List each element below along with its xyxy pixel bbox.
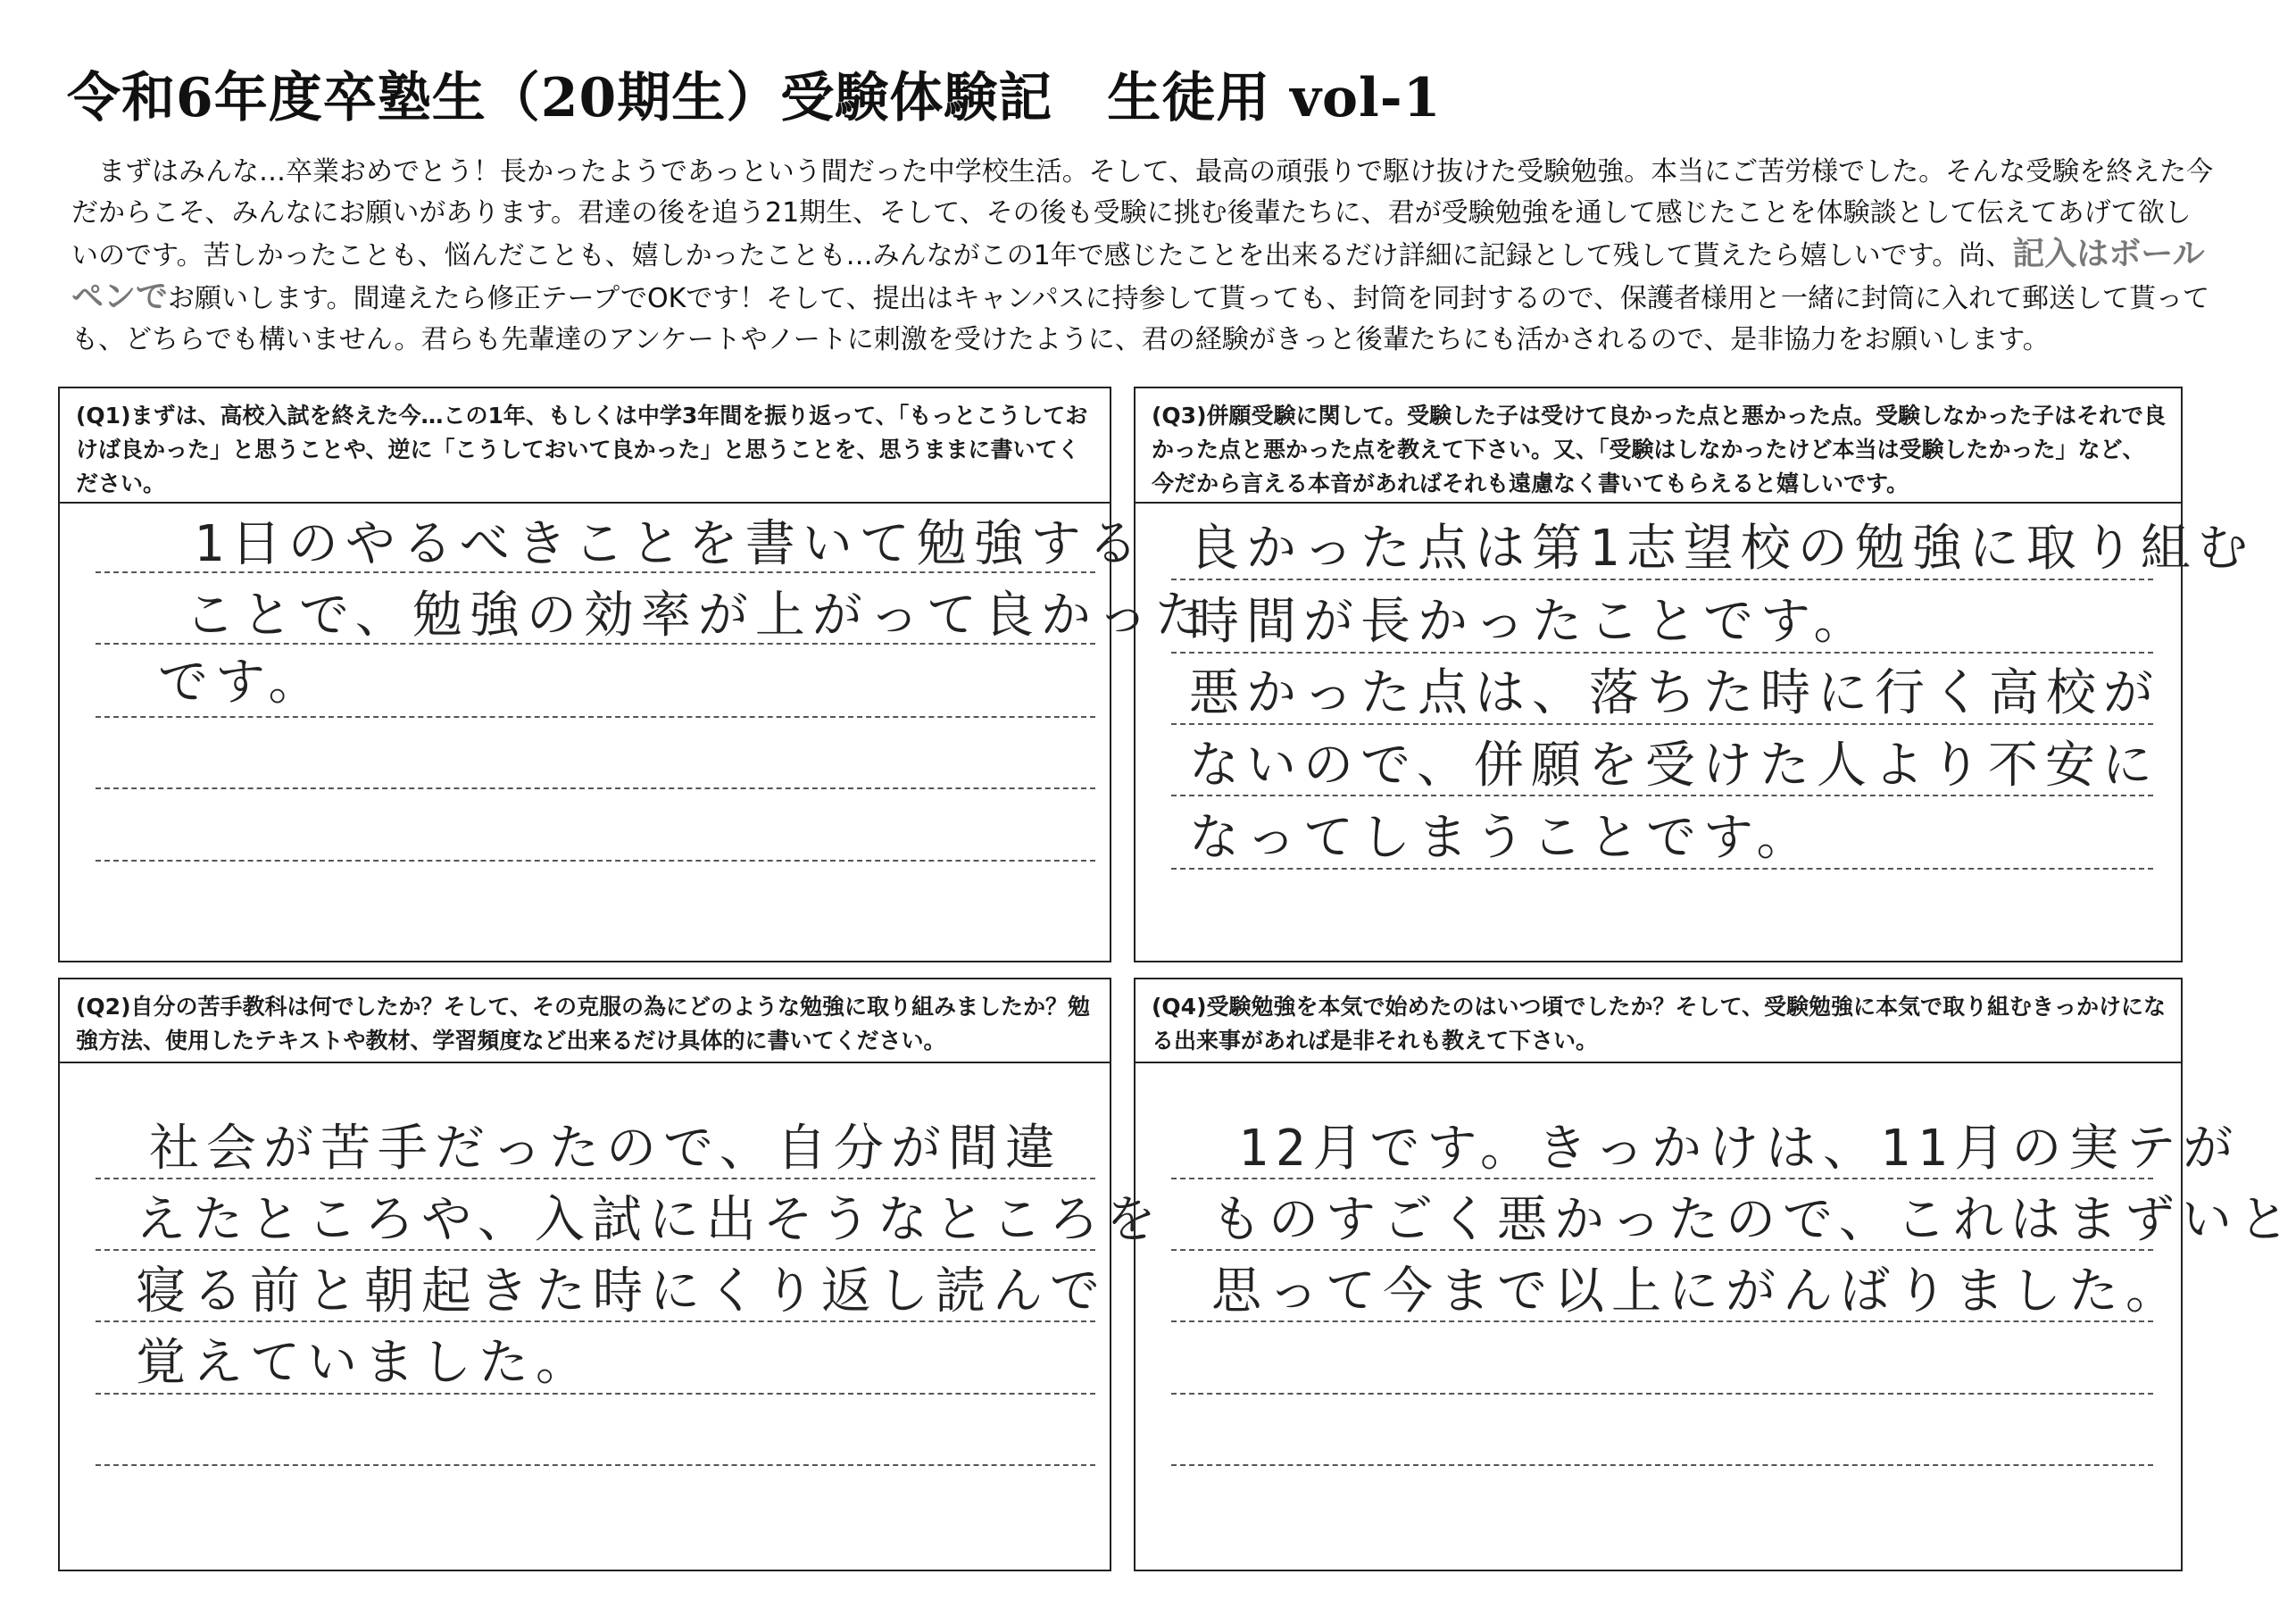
q4-answer-line-2: ものすごく悪かったので、これはまずいと (1211, 1191, 2296, 1249)
q2-answer-line-4: 覚えていました。 (136, 1334, 593, 1392)
q4-box (1134, 978, 2296, 1571)
q1-answer-line-1: 1日のやるべきことを書いて勉強する (194, 515, 1145, 573)
q3-answer-line-3: 悪かった点は、落ちた時に行く高校が (1189, 664, 2160, 722)
q2-answer-line-2: えたところや、入試に出そうなところを (136, 1191, 1163, 1249)
page-title: 令和6年度卒塾生（20期生）受験体験記 生徒用 vol-1 (67, 67, 1442, 129)
q3-answer-line-4: ないので、併願を受けた人より不安に (1189, 737, 2159, 795)
intro-text-1: まずはみんな…卒業おめでとう！長かったようであっという間だった中学校生活。そして、最高の頑張りで駆け抜けた受験勉強。本当にご苦労様でした。そんな受験を終えた今だからこそ、みんなにお願いがあります。君達の後を追う21期生、そして、その後も受験に挑む後輩たちに、君が受験勉強を通して感じたことを体験談として伝えてあげて欲しいのです。苦しかったことも、悩んだことも、嬉しかったことも…みんながこの1年で感じたことを出来るだけ詳細に記録として残して貰えたら嬉しいです。尚、 (71, 156, 2214, 271)
q1-answer-line-3: です。 (158, 654, 326, 712)
q1-question: (Q1)まずは、高校入試を終えた今…この1年、もしくは中学3年間を振り返って、「もっとこうしておけば良かった」と思うことや、逆に「こうしておいて良かった」と思うことを、思うままに書いてください。 (76, 403, 1088, 496)
q2-box (58, 978, 1163, 1571)
q3-question: (Q3)併願受験に関して。受験した子は受けて良かった点と悪かった点。受験しなかった子はそれで良かった点と悪かった点を教えて下さい。又、「受験はしなかったけど本当は受験したかった」など、今だから言える本音があればそれも遠慮なく書いてもらえると嬉しいです。 (1152, 403, 2167, 496)
q2-question: (Q2)自分の苦手教科は何でしたか？そして、その克服の為にどのような勉強に取り組みましたか？勉強方法、使用したテキストや教材、学習頻度など出来るだけ具体的に書いてください。 (76, 994, 1091, 1054)
q2-answer-line-1: 社会が苦手だったので、自分が間違 (149, 1120, 1062, 1178)
intro-text-2: お願いします。間違えたら修正テープでOKです！そして、提出はキャンパスに持参して貰っても、封筒を同封するので、保護者様用と一緒に封筒に入れて郵送して貰っても、どちらでも構いません。君らも先輩達のアンケートやノートに刺激を受けたように、君の経験がきっと後輩たちにも活かされるので、是非協力をお願いします。 (71, 283, 2209, 355)
intro-paragraph (71, 152, 2214, 361)
q3-answer-line-2: 時間が長かったことです。 (1189, 593, 1871, 651)
q1-box (58, 387, 1212, 962)
q4-answer-line-3: 思って今まで以上にがんばりました。 (1211, 1262, 2183, 1320)
q4-question: (Q4)受験勉強を本気で始めたのはいつ頃でしたか？そして、受験勉強に本気で取り組むきっかけになる出来事があれば是非それも教えて下さい。 (1152, 994, 2167, 1054)
q4-answer-line-1: 12月です。きっかけは、11月の実テが (1238, 1120, 2241, 1178)
q1-answer-line-2: ことで、勉強の効率が上がって良かった (185, 587, 1212, 645)
intro-emphasis: 記入はボールペンで (71, 236, 2205, 315)
q3-box (1134, 387, 2255, 962)
q2-answer-line-3: 寝る前と朝起きた時にくり返し読んで (136, 1262, 1107, 1320)
q3-answer-line-1: 良かった点は第1志望校の勉強に取り組む (1189, 520, 2255, 578)
q3-answer-line-5: なってしまうことです。 (1189, 809, 1814, 867)
